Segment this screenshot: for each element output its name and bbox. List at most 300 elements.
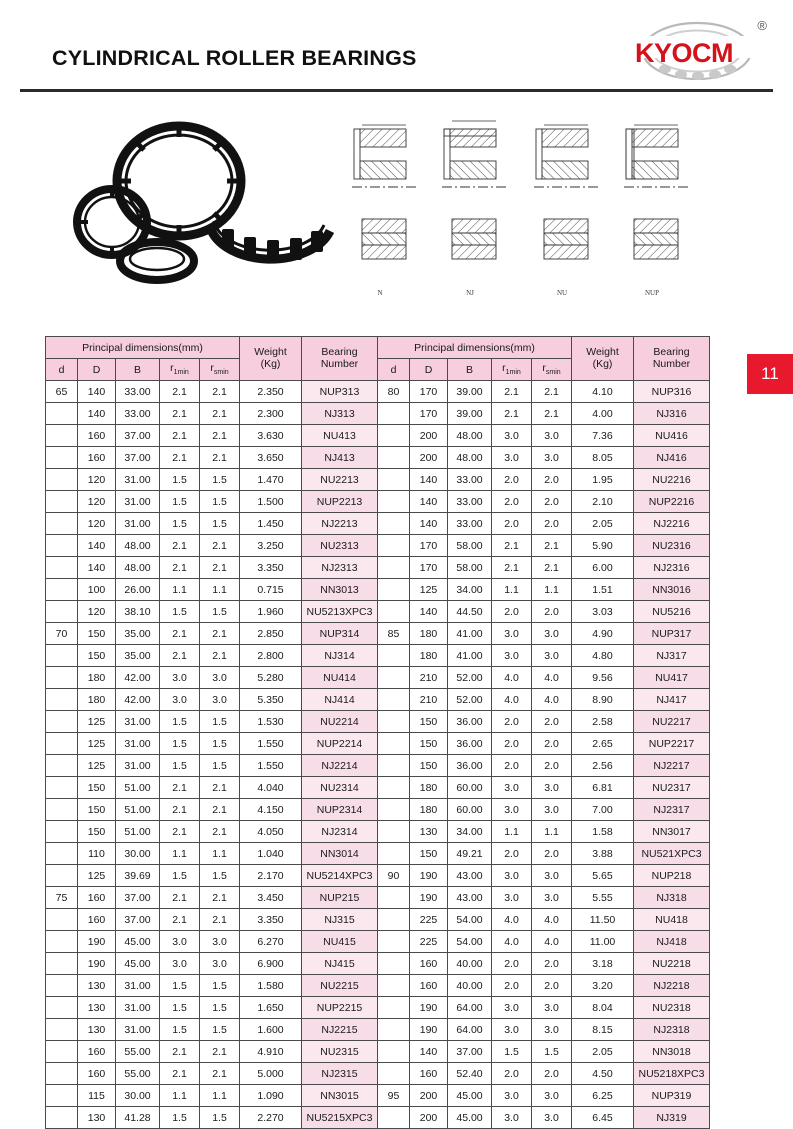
left-cell-rs: 1.1 <box>200 579 240 601</box>
right-cell-bearing-number: NU417 <box>634 667 710 689</box>
right-group-header: Principal dimensions(mm) <box>378 337 572 359</box>
right-cell-D: 200 <box>410 1085 448 1107</box>
table-row <box>46 601 710 623</box>
right-cell-d <box>378 953 410 975</box>
left-cell-d <box>46 425 78 447</box>
left-cell-rs: 2.1 <box>200 777 240 799</box>
left-cell-B: 31.00 <box>116 1019 160 1041</box>
right-cell-D: 150 <box>410 733 448 755</box>
left-cell-rs: 2.1 <box>200 909 240 931</box>
left-cell-d <box>46 1019 78 1041</box>
left-cell-r1: 1.1 <box>160 579 200 601</box>
right-cell-w: 7.36 <box>572 425 634 447</box>
header-group-row <box>46 337 710 359</box>
left-cell-r1: 2.1 <box>160 381 200 403</box>
right-col-D: D <box>410 359 448 381</box>
right-cell-rs: 4.0 <box>532 909 572 931</box>
bearing-product-photo <box>62 109 334 304</box>
right-cell-B: 64.00 <box>448 1019 492 1041</box>
left-cell-rs: 3.0 <box>200 667 240 689</box>
right-cell-w: 3.20 <box>572 975 634 997</box>
right-cell-rs: 2.0 <box>532 469 572 491</box>
table-row <box>46 843 710 865</box>
left-cell-r1: 1.5 <box>160 491 200 513</box>
right-cell-w: 1.95 <box>572 469 634 491</box>
right-cell-B: 39.00 <box>448 381 492 403</box>
right-cell-B: 58.00 <box>448 535 492 557</box>
left-cell-rs: 2.1 <box>200 403 240 425</box>
left-cell-D: 130 <box>78 1019 116 1041</box>
left-cell-d: 65 <box>46 381 78 403</box>
left-cell-rs: 1.1 <box>200 843 240 865</box>
right-cell-bearing-number: NJ2216 <box>634 513 710 535</box>
right-cell-w: 2.65 <box>572 733 634 755</box>
left-cell-rs: 2.1 <box>200 557 240 579</box>
right-cell-D: 140 <box>410 601 448 623</box>
right-cell-bearing-number: NU2217 <box>634 711 710 733</box>
right-cell-r1: 2.0 <box>492 733 532 755</box>
left-cell-r1: 3.0 <box>160 953 200 975</box>
left-cell-r1: 2.1 <box>160 1063 200 1085</box>
right-cell-rs: 3.0 <box>532 623 572 645</box>
table-row <box>46 535 710 557</box>
left-cell-w: 4.050 <box>240 821 302 843</box>
right-col-r1min: $r_{1min}$ <box>492 359 532 381</box>
right-cell-d <box>378 469 410 491</box>
right-cell-d <box>378 777 410 799</box>
right-cell-r1: 2.1 <box>492 535 532 557</box>
right-cell-w: 4.80 <box>572 645 634 667</box>
table-row <box>46 953 710 975</box>
left-cell-d <box>46 755 78 777</box>
left-col-D: D <box>78 359 116 381</box>
right-cell-d <box>378 755 410 777</box>
left-cell-bearing-number: NJ313 <box>302 403 378 425</box>
right-cell-w: 8.90 <box>572 689 634 711</box>
right-cell-bearing-number: NU5218XPC3 <box>634 1063 710 1085</box>
right-cell-w: 5.55 <box>572 887 634 909</box>
right-cell-B: 34.00 <box>448 579 492 601</box>
left-cell-w: 2.800 <box>240 645 302 667</box>
left-cell-r1: 1.5 <box>160 1107 200 1129</box>
left-cell-D: 120 <box>78 601 116 623</box>
right-cell-bearing-number: NJ2217 <box>634 755 710 777</box>
left-cell-B: 33.00 <box>116 381 160 403</box>
right-cell-r1: 1.1 <box>492 821 532 843</box>
right-cell-w: 6.00 <box>572 557 634 579</box>
left-cell-bearing-number: NUP314 <box>302 623 378 645</box>
left-cell-B: 51.00 <box>116 777 160 799</box>
right-cell-w: 6.81 <box>572 777 634 799</box>
right-cell-d <box>378 491 410 513</box>
left-cell-d <box>46 601 78 623</box>
right-cell-rs: 3.0 <box>532 1107 572 1129</box>
right-cell-rs: 3.0 <box>532 887 572 909</box>
right-cell-d <box>378 645 410 667</box>
left-cell-r1: 2.1 <box>160 777 200 799</box>
table-row <box>46 1041 710 1063</box>
left-cell-w: 1.500 <box>240 491 302 513</box>
right-cell-rs: 1.1 <box>532 821 572 843</box>
right-cell-D: 190 <box>410 887 448 909</box>
right-cell-D: 130 <box>410 821 448 843</box>
left-cell-w: 1.550 <box>240 755 302 777</box>
right-cell-r1: 2.0 <box>492 1063 532 1085</box>
left-cell-bearing-number: NJ2214 <box>302 755 378 777</box>
left-cell-w: 2.850 <box>240 623 302 645</box>
left-cell-B: 31.00 <box>116 997 160 1019</box>
left-cell-D: 130 <box>78 1107 116 1129</box>
right-cell-d <box>378 513 410 535</box>
left-col-B: B <box>116 359 160 381</box>
right-cell-w: 5.65 <box>572 865 634 887</box>
right-cell-rs: 2.0 <box>532 711 572 733</box>
right-cell-r1: 2.0 <box>492 975 532 997</box>
left-cell-r1: 2.1 <box>160 403 200 425</box>
right-cell-w: 7.00 <box>572 799 634 821</box>
left-cell-d <box>46 865 78 887</box>
right-cell-rs: 2.0 <box>532 975 572 997</box>
right-cell-bearing-number: NN3017 <box>634 821 710 843</box>
right-cell-D: 200 <box>410 425 448 447</box>
right-cell-D: 200 <box>410 1107 448 1129</box>
right-cell-rs: 3.0 <box>532 799 572 821</box>
left-cell-bearing-number: NUP2314 <box>302 799 378 821</box>
right-cell-D: 225 <box>410 909 448 931</box>
left-cell-d <box>46 557 78 579</box>
right-cell-w: 1.58 <box>572 821 634 843</box>
right-cell-bearing-number: NJ316 <box>634 403 710 425</box>
left-cell-D: 150 <box>78 821 116 843</box>
right-cell-rs: 2.1 <box>532 535 572 557</box>
right-cell-D: 170 <box>410 381 448 403</box>
right-cell-rs: 2.0 <box>532 1063 572 1085</box>
logo-wordmark: KYOCM <box>635 38 733 68</box>
left-cell-D: 125 <box>78 865 116 887</box>
right-cell-rs: 3.0 <box>532 777 572 799</box>
left-cell-B: 31.00 <box>116 711 160 733</box>
right-cell-bearing-number: NJ2317 <box>634 799 710 821</box>
left-cell-d <box>46 777 78 799</box>
left-cell-r1: 3.0 <box>160 931 200 953</box>
left-cell-B: 48.00 <box>116 535 160 557</box>
illustration-band <box>0 101 793 326</box>
left-cell-rs: 2.1 <box>200 623 240 645</box>
left-cell-w: 1.530 <box>240 711 302 733</box>
page-number-badge: 11 <box>747 354 793 394</box>
left-cell-w: 6.270 <box>240 931 302 953</box>
left-cell-r1: 1.5 <box>160 755 200 777</box>
right-cell-d <box>378 579 410 601</box>
right-cell-rs: 4.0 <box>532 667 572 689</box>
left-cell-D: 100 <box>78 579 116 601</box>
table-row <box>46 579 710 601</box>
left-cell-B: 31.00 <box>116 469 160 491</box>
left-cell-bearing-number: NU413 <box>302 425 378 447</box>
right-bearing-number-header: Bearing Number <box>634 337 710 381</box>
left-cell-r1: 3.0 <box>160 689 200 711</box>
left-cell-w: 5.350 <box>240 689 302 711</box>
left-cell-D: 150 <box>78 799 116 821</box>
left-cell-w: 6.900 <box>240 953 302 975</box>
left-cell-d <box>46 843 78 865</box>
left-cell-B: 45.00 <box>116 931 160 953</box>
right-cell-r1: 3.0 <box>492 425 532 447</box>
left-cell-r1: 1.1 <box>160 843 200 865</box>
right-cell-D: 210 <box>410 667 448 689</box>
right-cell-bearing-number: NN3016 <box>634 579 710 601</box>
right-cell-D: 150 <box>410 843 448 865</box>
left-cell-rs: 2.1 <box>200 821 240 843</box>
left-cell-d <box>46 1041 78 1063</box>
left-cell-r1: 2.1 <box>160 909 200 931</box>
page-header <box>0 0 793 95</box>
left-cell-D: 190 <box>78 931 116 953</box>
table-row <box>46 1019 710 1041</box>
right-cell-D: 170 <box>410 535 448 557</box>
right-cell-B: 36.00 <box>448 755 492 777</box>
right-cell-D: 190 <box>410 997 448 1019</box>
left-cell-r1: 2.1 <box>160 425 200 447</box>
left-cell-bearing-number: NU414 <box>302 667 378 689</box>
left-cell-w: 1.650 <box>240 997 302 1019</box>
right-cell-B: 36.00 <box>448 733 492 755</box>
left-cell-bearing-number: NJ315 <box>302 909 378 931</box>
left-cell-w: 3.650 <box>240 447 302 469</box>
right-cell-rs: 1.1 <box>532 579 572 601</box>
right-cell-rs: 2.0 <box>532 601 572 623</box>
right-cell-w: 8.05 <box>572 447 634 469</box>
table-row <box>46 1107 710 1129</box>
right-cell-bearing-number: NU418 <box>634 909 710 931</box>
left-cell-d <box>46 711 78 733</box>
left-cell-D: 130 <box>78 975 116 997</box>
left-cell-rs: 3.0 <box>200 689 240 711</box>
right-cell-B: 60.00 <box>448 777 492 799</box>
right-cell-bearing-number: NJ417 <box>634 689 710 711</box>
diagram-label-row <box>338 289 698 305</box>
left-cell-D: 120 <box>78 513 116 535</box>
table-row <box>46 667 710 689</box>
table-row <box>46 447 710 469</box>
title-divider <box>20 89 773 92</box>
left-cell-w: 4.040 <box>240 777 302 799</box>
right-cell-B: 33.00 <box>448 513 492 535</box>
left-cell-bearing-number: NN3014 <box>302 843 378 865</box>
left-cell-B: 30.00 <box>116 843 160 865</box>
right-cell-d <box>378 1019 410 1041</box>
left-cell-bearing-number: NU415 <box>302 931 378 953</box>
left-cell-D: 120 <box>78 469 116 491</box>
left-cell-d <box>46 667 78 689</box>
right-cell-r1: 3.0 <box>492 1107 532 1129</box>
right-cell-bearing-number: NU2218 <box>634 953 710 975</box>
right-cell-d <box>378 535 410 557</box>
left-cell-bearing-number: NU5213XPC3 <box>302 601 378 623</box>
left-cell-r1: 1.1 <box>160 1085 200 1107</box>
table-row <box>46 1063 710 1085</box>
left-cell-D: 125 <box>78 755 116 777</box>
table-row <box>46 931 710 953</box>
right-cell-r1: 2.1 <box>492 381 532 403</box>
left-cell-rs: 1.1 <box>200 1085 240 1107</box>
left-cell-d <box>46 491 78 513</box>
table-row <box>46 909 710 931</box>
right-cell-D: 210 <box>410 689 448 711</box>
right-cell-rs: 2.1 <box>532 381 572 403</box>
left-cell-bearing-number: NJ413 <box>302 447 378 469</box>
right-cell-rs: 2.1 <box>532 403 572 425</box>
table-row <box>46 689 710 711</box>
right-cell-w: 4.90 <box>572 623 634 645</box>
left-weight-header: Weight (Kg) <box>240 337 302 381</box>
left-cell-D: 180 <box>78 667 116 689</box>
right-cell-w: 2.05 <box>572 513 634 535</box>
left-cell-d <box>46 975 78 997</box>
left-cell-D: 150 <box>78 645 116 667</box>
left-cell-rs: 3.0 <box>200 953 240 975</box>
left-cell-D: 160 <box>78 909 116 931</box>
left-cell-w: 1.470 <box>240 469 302 491</box>
left-cell-B: 39.69 <box>116 865 160 887</box>
left-cell-B: 37.00 <box>116 887 160 909</box>
right-cell-d <box>378 821 410 843</box>
left-cell-w: 4.150 <box>240 799 302 821</box>
right-cell-D: 140 <box>410 513 448 535</box>
left-cell-w: 2.170 <box>240 865 302 887</box>
right-cell-D: 180 <box>410 645 448 667</box>
left-cell-B: 38.10 <box>116 601 160 623</box>
right-cell-rs: 3.0 <box>532 1085 572 1107</box>
table-row <box>46 403 710 425</box>
right-cell-bearing-number: NJ2218 <box>634 975 710 997</box>
right-cell-D: 150 <box>410 711 448 733</box>
right-cell-r1: 3.0 <box>492 865 532 887</box>
table-row <box>46 469 710 491</box>
left-cell-B: 51.00 <box>116 821 160 843</box>
right-cell-d <box>378 557 410 579</box>
table-row <box>46 425 710 447</box>
right-weight-header: Weight (Kg) <box>572 337 634 381</box>
right-cell-D: 140 <box>410 469 448 491</box>
left-cell-r1: 1.5 <box>160 997 200 1019</box>
left-cell-rs: 1.5 <box>200 997 240 1019</box>
right-cell-w: 9.56 <box>572 667 634 689</box>
left-cell-B: 37.00 <box>116 447 160 469</box>
right-cell-D: 180 <box>410 799 448 821</box>
right-cell-D: 140 <box>410 491 448 513</box>
left-cell-B: 51.00 <box>116 799 160 821</box>
bearing-spec-table <box>45 336 710 1129</box>
right-cell-D: 180 <box>410 777 448 799</box>
left-cell-rs: 1.5 <box>200 975 240 997</box>
left-cell-B: 31.00 <box>116 733 160 755</box>
right-cell-w: 2.56 <box>572 755 634 777</box>
table-body <box>46 381 710 1129</box>
left-cell-B: 31.00 <box>116 513 160 535</box>
right-cell-w: 2.10 <box>572 491 634 513</box>
right-cell-B: 48.00 <box>448 425 492 447</box>
right-cell-d: 85 <box>378 623 410 645</box>
right-cell-w: 8.04 <box>572 997 634 1019</box>
diagram-label-nu: NU <box>556 289 568 297</box>
right-cell-r1: 2.1 <box>492 403 532 425</box>
right-cell-r1: 2.0 <box>492 843 532 865</box>
left-cell-d <box>46 931 78 953</box>
left-cell-w: 3.350 <box>240 557 302 579</box>
table-row <box>46 821 710 843</box>
left-cell-d <box>46 953 78 975</box>
right-cell-B: 34.00 <box>448 821 492 843</box>
left-cell-rs: 2.1 <box>200 447 240 469</box>
left-cell-D: 115 <box>78 1085 116 1107</box>
left-cell-d <box>46 535 78 557</box>
right-cell-d <box>378 799 410 821</box>
right-cell-D: 180 <box>410 623 448 645</box>
left-cell-rs: 2.1 <box>200 425 240 447</box>
left-cell-D: 110 <box>78 843 116 865</box>
left-cell-D: 140 <box>78 381 116 403</box>
left-cell-d: 70 <box>46 623 78 645</box>
right-cell-rs: 2.1 <box>532 557 572 579</box>
right-cell-r1: 2.1 <box>492 557 532 579</box>
left-cell-rs: 1.5 <box>200 1019 240 1041</box>
left-cell-r1: 1.5 <box>160 1019 200 1041</box>
table-row <box>46 997 710 1019</box>
left-cell-r1: 1.5 <box>160 865 200 887</box>
left-cell-rs: 1.5 <box>200 755 240 777</box>
left-cell-D: 140 <box>78 557 116 579</box>
left-cell-rs: 1.5 <box>200 491 240 513</box>
right-cell-r1: 3.0 <box>492 887 532 909</box>
left-cell-D: 150 <box>78 623 116 645</box>
right-cell-B: 36.00 <box>448 711 492 733</box>
right-cell-rs: 2.0 <box>532 733 572 755</box>
left-cell-rs: 3.0 <box>200 931 240 953</box>
table-row <box>46 777 710 799</box>
table-row <box>46 491 710 513</box>
right-cell-D: 125 <box>410 579 448 601</box>
right-cell-B: 37.00 <box>448 1041 492 1063</box>
right-cell-rs: 4.0 <box>532 931 572 953</box>
right-cell-w: 5.90 <box>572 535 634 557</box>
page-badge-anchor <box>700 336 793 396</box>
right-cell-B: 39.00 <box>448 403 492 425</box>
left-cell-w: 1.450 <box>240 513 302 535</box>
right-cell-r1: 2.0 <box>492 755 532 777</box>
right-cell-r1: 3.0 <box>492 1085 532 1107</box>
registered-trademark-icon: ® <box>757 18 767 33</box>
left-cell-bearing-number: NU2215 <box>302 975 378 997</box>
right-cell-D: 225 <box>410 931 448 953</box>
right-cell-rs: 3.0 <box>532 447 572 469</box>
left-cell-w: 1.090 <box>240 1085 302 1107</box>
right-cell-bearing-number: NU2318 <box>634 997 710 1019</box>
right-cell-bearing-number: NUP316 <box>634 381 710 403</box>
left-cell-bearing-number: NU5215XPC3 <box>302 1107 378 1129</box>
left-cell-B: 42.00 <box>116 667 160 689</box>
left-cell-w: 0.715 <box>240 579 302 601</box>
table-row <box>46 711 710 733</box>
right-cell-r1: 4.0 <box>492 931 532 953</box>
left-cell-B: 42.00 <box>116 689 160 711</box>
left-cell-bearing-number: NJ415 <box>302 953 378 975</box>
right-cell-d: 95 <box>378 1085 410 1107</box>
table-row <box>46 1085 710 1107</box>
left-cell-bearing-number: NJ414 <box>302 689 378 711</box>
right-cell-r1: 2.0 <box>492 953 532 975</box>
left-cell-D: 160 <box>78 1063 116 1085</box>
